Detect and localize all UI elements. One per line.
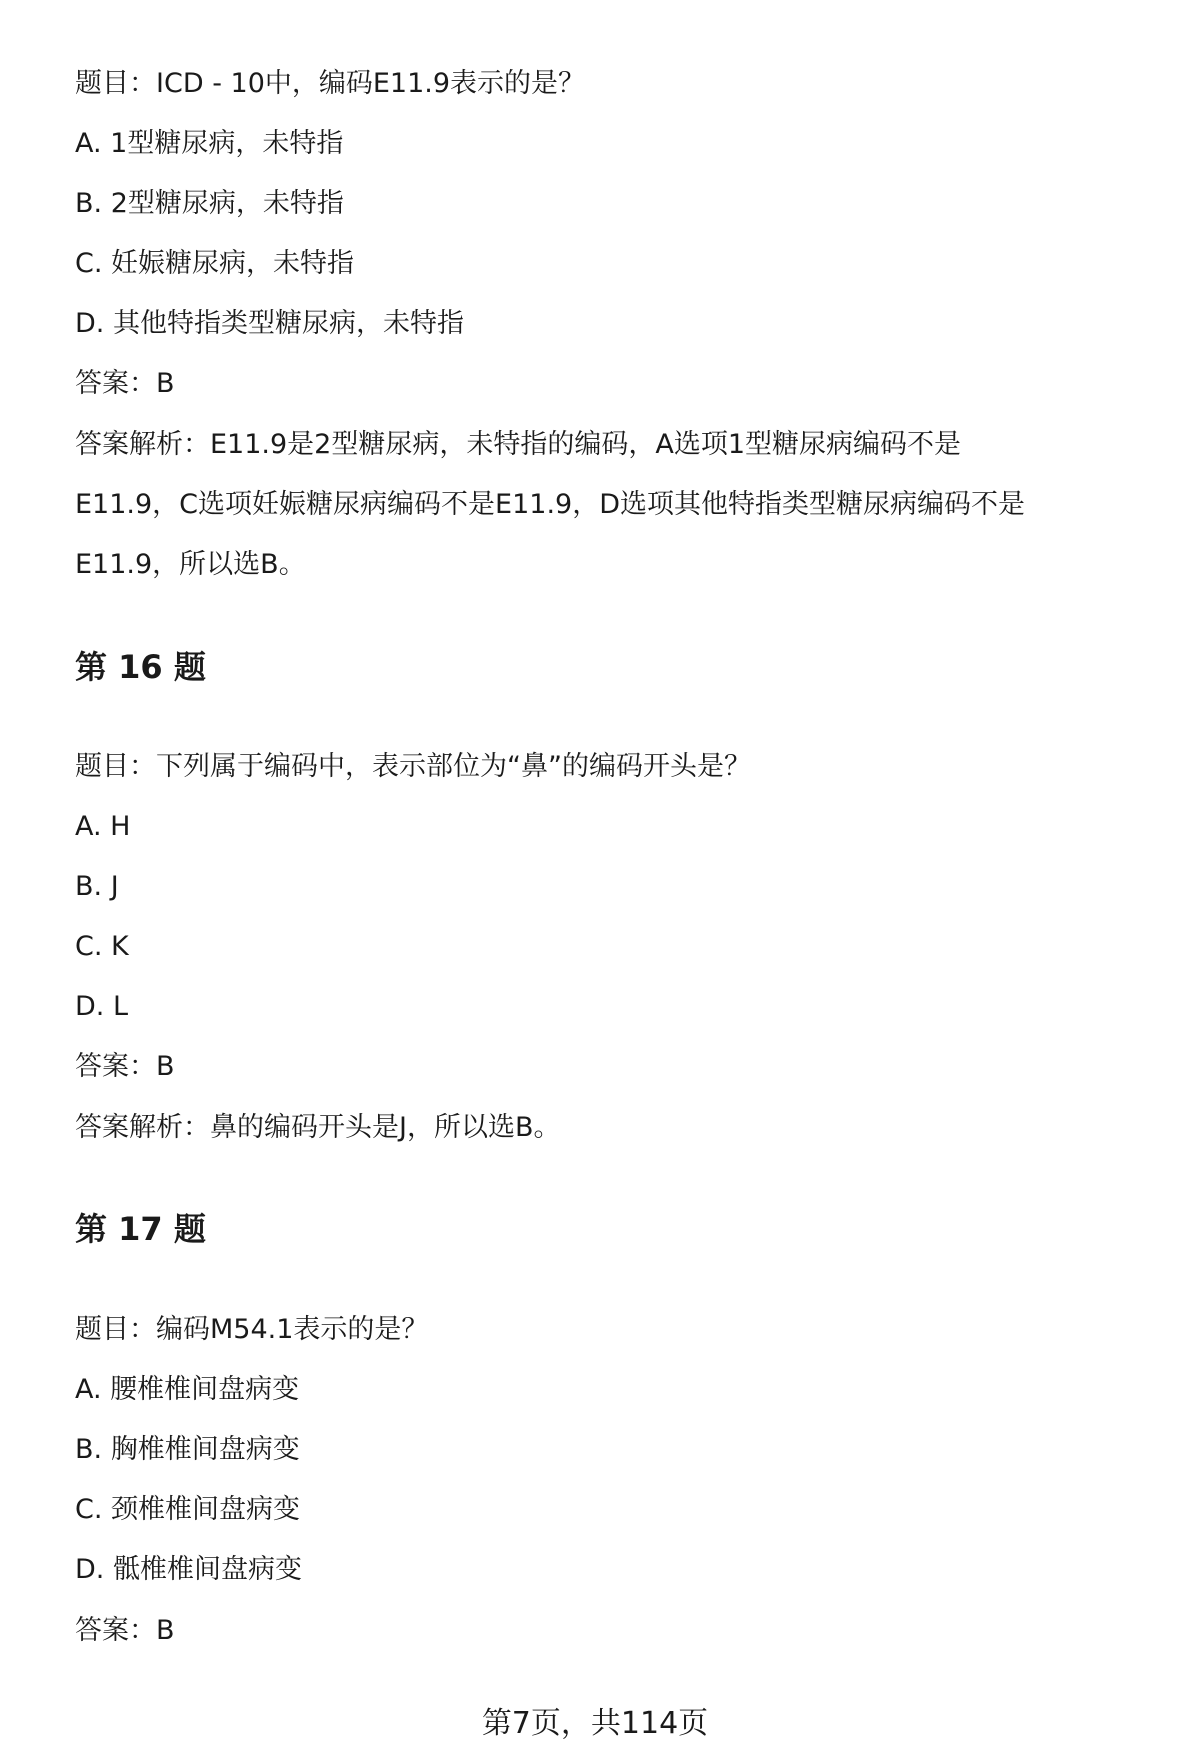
q16-answer: 答案：B <box>75 1051 175 1082</box>
q15-option-d: D. 其他特指类型糖尿病，未特指 <box>75 308 464 339</box>
q17-answer: 答案：B <box>75 1615 175 1646</box>
q15-analysis-line-3: E11.9，所以选B。 <box>75 549 306 580</box>
q15-stem: 题目：ICD - 10中，编码E11.9表示的是？ <box>75 68 586 99</box>
q17-option-a: A. 腰椎椎间盘病变 <box>75 1374 300 1405</box>
q16-stem: 题目：下列属于编码中，表示部位为“鼻”的编码开头是？ <box>75 751 751 782</box>
q16-option-b: B. J <box>75 871 119 902</box>
q16-analysis: 答案解析：鼻的编码开头是J，所以选B。 <box>75 1112 561 1143</box>
q17-option-c: C. 颈椎椎间盘病变 <box>75 1494 301 1525</box>
q16-option-d: D. L <box>75 991 128 1022</box>
q16-option-c: C. K <box>75 931 129 962</box>
q15-answer: 答案：B <box>75 368 175 399</box>
q15-analysis-line-1: 答案解析：E11.9是2型糖尿病，未特指的编码，A选项1型糖尿病编码不是 <box>75 429 962 460</box>
page-number: 第7页，共114页 <box>481 1706 709 1741</box>
q17-option-b: B. 胸椎椎间盘病变 <box>75 1434 300 1465</box>
q15-option-b: B. 2型糖尿病，未特指 <box>75 188 344 219</box>
q17-option-d: D. 骶椎椎间盘病变 <box>75 1554 302 1585</box>
q17-heading: 第 17 题 <box>75 1210 206 1248</box>
q17-stem: 题目：编码M54.1表示的是？ <box>75 1314 429 1345</box>
q16-option-a: A. H <box>75 811 131 842</box>
q16-heading: 第 16 题 <box>75 648 206 686</box>
q15-option-a: A. 1型糖尿病，未特指 <box>75 128 344 159</box>
q15-option-c: C. 妊娠糖尿病，未特指 <box>75 248 355 279</box>
q15-analysis-line-2: E11.9，C选项妊娠糖尿病编码不是E11.9，D选项其他特指类型糖尿病编码不是 <box>75 489 1025 520</box>
